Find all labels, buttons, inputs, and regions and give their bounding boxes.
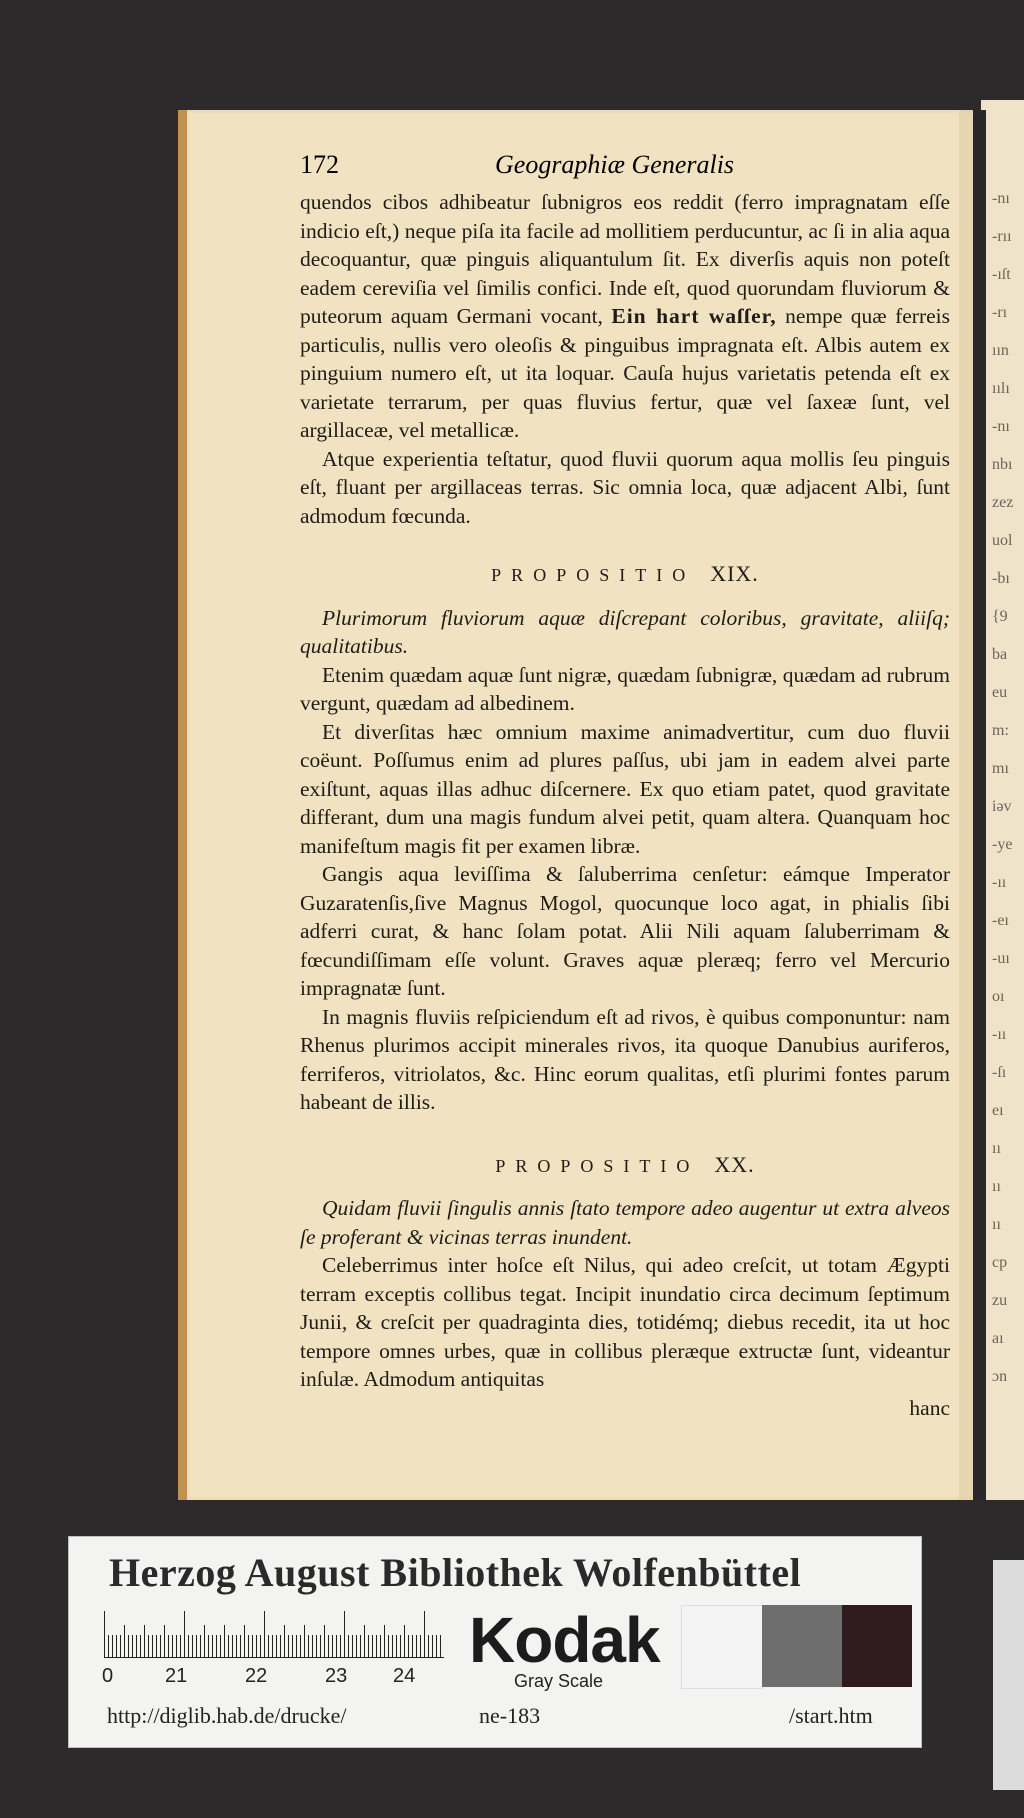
ruler-tick bbox=[276, 1635, 277, 1657]
ruler-tick bbox=[372, 1635, 373, 1657]
ruler-tick bbox=[348, 1635, 349, 1657]
ruler-tick bbox=[132, 1635, 133, 1657]
proposition-title: Plurimorum fluviorum aquæ diſcrepant coloribus, gravitate, aliiſq; qualitatibus. bbox=[300, 605, 950, 658]
page-edge bbox=[178, 110, 187, 1500]
gray-swatch-dark bbox=[842, 1605, 912, 1687]
ruler-tick bbox=[104, 1611, 105, 1657]
ruler-tick bbox=[272, 1635, 273, 1657]
paragraph bbox=[300, 188, 950, 445]
ruler-tick bbox=[304, 1625, 305, 1657]
ruler-tick bbox=[384, 1625, 385, 1657]
ruler-tick bbox=[428, 1635, 429, 1657]
margin-fragment: -bı bbox=[992, 570, 1010, 587]
ruler-tick bbox=[192, 1635, 193, 1657]
ruler-tick bbox=[352, 1635, 353, 1657]
paragraph: Et diverſitas hæc omnium maxime animadvertitur, cum duo fluvii coëunt. Poſſumus enim ad plures paſſus, ubi jam in eadem alvei parte exiſtunt, aquas illas adhuc diſcernere. Ex quo etiam patet, quod gravitate differant, dum una magis fundum alvei petit, quam altera. Quanquam hoc manifeſtum magis fit per examen libræ. bbox=[300, 719, 950, 858]
margin-fragment: aı bbox=[992, 1330, 1004, 1347]
proposition-heading bbox=[300, 560, 950, 590]
ruler-tick bbox=[280, 1635, 281, 1657]
catchword: hanc bbox=[909, 1395, 950, 1420]
adjacent-target bbox=[993, 1560, 1024, 1790]
ruler-tick bbox=[392, 1635, 393, 1657]
ruler-tick bbox=[344, 1611, 345, 1657]
kodak-logo: Kodak bbox=[469, 1604, 660, 1676]
ruler-tick bbox=[260, 1635, 261, 1657]
ruler-tick bbox=[312, 1635, 313, 1657]
scan-target bbox=[68, 1536, 922, 1748]
ruler-tick bbox=[244, 1625, 245, 1657]
ruler-tick bbox=[148, 1635, 149, 1657]
margin-fragment: ıılı bbox=[992, 380, 1010, 397]
running-title: Geographiæ Generalis bbox=[495, 150, 735, 179]
ruler-tick bbox=[120, 1635, 121, 1657]
margin-fragment: ıı bbox=[992, 1216, 1001, 1233]
margin-fragment: ɔn bbox=[992, 1368, 1008, 1385]
ruler-tick bbox=[368, 1635, 369, 1657]
ruler-tick bbox=[412, 1635, 413, 1657]
proposition-word: PROPOSITIO bbox=[491, 565, 696, 585]
ruler-tick bbox=[292, 1635, 293, 1657]
margin-fragment: {9 bbox=[992, 608, 1008, 625]
ruler-tick bbox=[224, 1625, 225, 1657]
ruler-tick bbox=[156, 1635, 157, 1657]
paragraph-text: quendos cibos adhibeatur ſubnigros eos reddit (ferro impragnatam eſſe indicio eſt,) neque piſa ita facile ad mollitiem perducuntur, ac ſi in alia aqua decoquantur, quæ pinguis aliquantulum ſit. Ex diverſis aquis non poteſt eadem cereviſia vel ſimilis confici. Inde eſt, quod quorundam fluviorum & puteorum aquam Germani vocant, bbox=[300, 190, 950, 328]
ruler-tick bbox=[256, 1635, 257, 1657]
gray-scale-label: Gray Scale bbox=[514, 1671, 604, 1691]
margin-fragment: zez bbox=[992, 494, 1014, 511]
ruler-tick bbox=[232, 1635, 233, 1657]
ruler-tick bbox=[164, 1625, 165, 1657]
gray-swatch-mid bbox=[762, 1605, 842, 1687]
margin-fragment: -ıſt bbox=[992, 266, 1011, 283]
ruler-tick bbox=[424, 1611, 425, 1657]
page-body bbox=[300, 188, 950, 1422]
margin-fragment: -nı bbox=[992, 190, 1010, 207]
source-url: http://diglib.hab.de/drucke/ bbox=[107, 1703, 347, 1728]
ruler-tick bbox=[364, 1625, 365, 1657]
ruler-tick bbox=[248, 1635, 249, 1657]
margin-fragment: -nı bbox=[992, 418, 1010, 435]
ruler-label: 22 bbox=[245, 1665, 268, 1687]
ruler-tick bbox=[408, 1635, 409, 1657]
margin-fragment: -rı bbox=[992, 304, 1008, 321]
margin-fragment: eı bbox=[992, 1102, 1004, 1119]
proposition-number: XX. bbox=[714, 1151, 755, 1177]
ruler-tick bbox=[180, 1635, 181, 1657]
ruler-tick bbox=[264, 1611, 265, 1657]
margin-fragment: ba bbox=[992, 646, 1008, 663]
ruler-tick bbox=[404, 1625, 405, 1657]
margin-fragment: eu bbox=[992, 684, 1008, 701]
ruler-tick bbox=[200, 1635, 201, 1657]
gray-swatch-white bbox=[681, 1605, 763, 1689]
start-path: /start.htm bbox=[789, 1703, 873, 1728]
ruler-tick bbox=[168, 1635, 169, 1657]
proposition-title: Quidam fluvii ſingulis annis ſtato tempore adeo augentur ut extra alveos ſe proferant & vicinas terras inundent. bbox=[300, 1196, 950, 1249]
ruler-tick bbox=[252, 1635, 253, 1657]
margin-fragment: ıı bbox=[992, 1140, 1001, 1157]
margin-fragment: mı bbox=[992, 760, 1009, 777]
ruler-label: 0 bbox=[102, 1665, 114, 1687]
margin-fragment: cp bbox=[992, 1254, 1008, 1271]
ruler-label: 23 bbox=[325, 1665, 348, 1687]
ruler-tick bbox=[236, 1635, 237, 1657]
ruler-tick bbox=[380, 1635, 381, 1657]
page-fold bbox=[959, 110, 973, 1500]
ruler-tick bbox=[420, 1635, 421, 1657]
paragraph: Gangis aqua leviſſima & ſaluberrima cenſetur: eámque Imperator Guzaratenſis,ſive Magnus Mogol, quocunque loco agat, in phialis ſibi adferri curat, & hanc ſolam potat. Alii Nili aquam ſaluberrimam & fœcundiſſimam eſſe volunt. Graves aquæ pleræq; ferro vel Mercurio impragnatæ ſunt. bbox=[300, 862, 950, 1000]
page-header bbox=[300, 150, 950, 180]
ruler-tick bbox=[436, 1635, 437, 1657]
library-name: Herzog August Bibliothek Wolfenbüttel bbox=[109, 1550, 802, 1595]
ruler-tick bbox=[316, 1635, 317, 1657]
margin-fragment: zu bbox=[992, 1292, 1008, 1309]
margin-fragment: ıın bbox=[992, 342, 1009, 359]
ruler-tick bbox=[196, 1635, 197, 1657]
margin-fragment: ıı bbox=[992, 1178, 1001, 1195]
ruler-tick bbox=[376, 1635, 377, 1657]
proposition-number: XIX. bbox=[710, 561, 759, 586]
paragraph: Etenim quædam aquæ ſunt nigræ, quædam ſubnigræ, quædam ad rubrum vergunt, quædam ad albedinem. bbox=[300, 662, 950, 715]
ruler-tick bbox=[188, 1635, 189, 1657]
ruler-tick bbox=[324, 1625, 325, 1657]
margin-fragment: uol bbox=[992, 532, 1013, 549]
proposition-word: PROPOSITIO bbox=[495, 1155, 700, 1176]
ruler-tick bbox=[336, 1635, 337, 1657]
ruler-tick bbox=[216, 1635, 217, 1657]
margin-fragment: -rıı bbox=[992, 228, 1012, 245]
ruler-tick bbox=[432, 1635, 433, 1657]
ruler bbox=[104, 1609, 444, 1658]
ruler-tick bbox=[204, 1625, 205, 1657]
ruler-tick bbox=[308, 1635, 309, 1657]
ruler-tick bbox=[440, 1635, 441, 1657]
ruler-tick bbox=[116, 1635, 117, 1657]
margin-fragment: -ſı bbox=[992, 1064, 1007, 1081]
ruler-tick bbox=[320, 1635, 321, 1657]
proposition-heading bbox=[300, 1151, 950, 1181]
ruler-tick bbox=[228, 1635, 229, 1657]
margin-fragment: oı bbox=[992, 988, 1005, 1005]
shelfmark: ne-183 bbox=[479, 1703, 541, 1728]
margin-fragment: -uı bbox=[992, 950, 1010, 967]
ruler-tick bbox=[108, 1635, 109, 1657]
paragraph: In magnis fluviis reſpiciendum eſt ad rivos, è quibus componuntur: nam Rhenus plurimos accipit minerales rivos, ita quoque Danubius auriferos, ferriferos, vitriolatos, &c. Hinc eorum qualitas, etſi plurimi fontes parum habeant de illis. bbox=[300, 1004, 950, 1114]
ruler-tick bbox=[176, 1635, 177, 1657]
ruler-tick bbox=[360, 1635, 361, 1657]
ruler-tick bbox=[288, 1635, 289, 1657]
margin-fragment: m: bbox=[992, 722, 1009, 739]
ruler-tick bbox=[268, 1635, 269, 1657]
ruler-tick bbox=[328, 1635, 329, 1657]
paragraph-text: nempe quæ ferreis particulis, nullis vero oleoſis & pinguibus impragnata eſt. Albis autem ex pinguium numero eſt, ut ita loquar. Cauſa hujus varietatis petenda eſt ex varietate terrarum, per quas fluvius fertur, quæ vel ſaxeæ ſunt, vel argillaceæ, vel metallicæ. bbox=[300, 304, 950, 442]
ruler-tick bbox=[356, 1635, 357, 1657]
margin-fragment: -ıı bbox=[992, 874, 1007, 891]
ruler-tick bbox=[332, 1635, 333, 1657]
ruler-tick bbox=[220, 1635, 221, 1657]
paragraph: Atque experientia teſtatur, quod fluvii quorum aqua mollis ſeu pinguis eſt, fluant per argillaceas terras. Sic omnia loca, quæ adjacent Albi, ſunt admodum fœcunda. bbox=[300, 446, 950, 528]
ruler-tick bbox=[184, 1611, 185, 1657]
ruler-tick bbox=[172, 1635, 173, 1657]
ruler-tick bbox=[300, 1635, 301, 1657]
ruler-tick bbox=[208, 1635, 209, 1657]
paragraph: Celeberrimus inter hoſce eſt Nilus, qui adeo creſcit, ut totam Ægypti terram exceptis collibus tegat. Incipit inundatio circa decimum ſeptimum Junii, & creſcit per quadraginta dies, totidémq; diebus recedit, ita ut hoc tempore omnes urbes, quæ in collibus pleræque extructæ ſunt, videantur inſulæ. Admodum antiquitas bbox=[300, 1253, 950, 1391]
ruler-tick bbox=[160, 1635, 161, 1657]
ruler-tick bbox=[152, 1635, 153, 1657]
ruler-tick bbox=[140, 1635, 141, 1657]
margin-fragment: iəv bbox=[992, 798, 1012, 815]
margin-fragment: nbı bbox=[992, 456, 1013, 473]
ruler-tick bbox=[144, 1625, 145, 1657]
ruler-tick bbox=[396, 1635, 397, 1657]
ruler-tick bbox=[388, 1635, 389, 1657]
german-phrase: Ein hart waſſer, bbox=[611, 304, 777, 328]
ruler-tick bbox=[136, 1635, 137, 1657]
ruler-tick bbox=[112, 1635, 113, 1657]
ruler-tick bbox=[340, 1635, 341, 1657]
margin-fragment: -ıı bbox=[992, 1026, 1007, 1043]
page-number: 172 bbox=[300, 150, 339, 179]
ruler-label: 21 bbox=[165, 1665, 188, 1687]
ruler-tick bbox=[212, 1635, 213, 1657]
ruler-tick bbox=[284, 1625, 285, 1657]
ruler-label: 24 bbox=[393, 1665, 416, 1687]
ruler-tick bbox=[124, 1625, 125, 1657]
margin-fragment: -ye bbox=[992, 836, 1013, 853]
ruler-tick bbox=[296, 1635, 297, 1657]
ruler-tick bbox=[416, 1635, 417, 1657]
margin-fragment: -eı bbox=[992, 912, 1009, 929]
ruler-tick bbox=[400, 1635, 401, 1657]
ruler-tick bbox=[240, 1635, 241, 1657]
ruler-tick bbox=[128, 1635, 129, 1657]
